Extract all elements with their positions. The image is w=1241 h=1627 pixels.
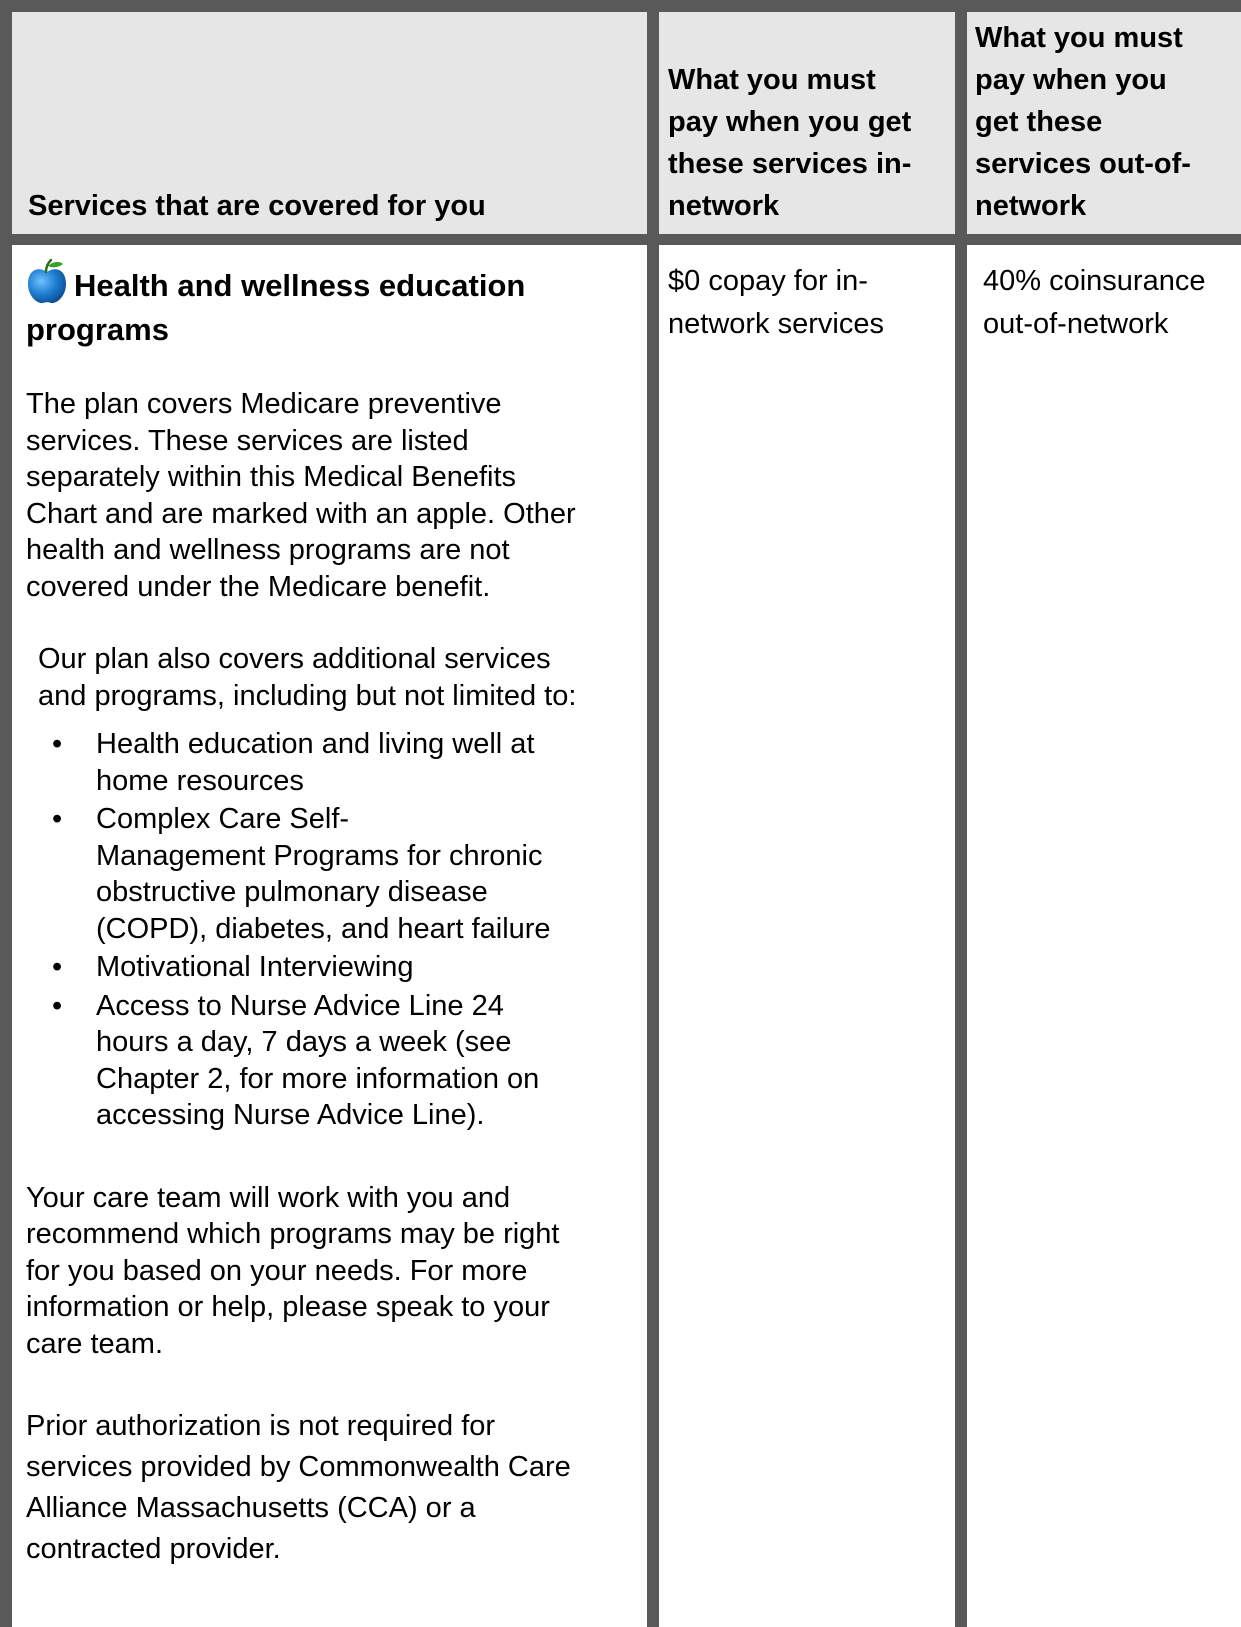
out-network-cost-cell — [983, 260, 1241, 346]
text-line: network services — [668, 308, 884, 340]
text-line: (COPD), diabetes, and heart failure — [96, 912, 551, 945]
text-line: services provided by Commonwealth Care — [26, 1451, 571, 1483]
column-divider-1 — [647, 0, 659, 1627]
text-line: services. These services are listed — [26, 424, 469, 457]
text-line: out-of-network — [983, 308, 1169, 340]
header-in-network — [668, 14, 953, 227]
service-title-line1: Health and wellness education — [74, 268, 526, 303]
text-line: $0 copay for in- — [668, 265, 868, 297]
text-line: hours a day, 7 days a week (see — [96, 1026, 512, 1058]
text-line: Alliance Massachusetts (CCA) or a — [26, 1492, 476, 1524]
text-line: • Access to Nurse Advice Line 24 — [96, 989, 504, 1022]
text-line: Your care team will work with you and — [26, 1181, 511, 1214]
text-line: • Complex Care Self- — [96, 803, 350, 835]
list-item — [26, 801, 641, 947]
text-line: care team. — [26, 1327, 163, 1360]
header-out-network-line: get these — [975, 106, 1103, 138]
list-item — [26, 949, 641, 986]
header-services-label: Services that are covered for you — [28, 190, 486, 222]
service-description-cell — [26, 258, 641, 1570]
text-line: 40% coinsurance — [983, 265, 1206, 297]
text-line: home resources — [96, 764, 304, 797]
text-line: information or help, please speak to your — [26, 1291, 550, 1323]
text-line: • Motivational Interviewing — [96, 951, 414, 983]
apple-icon — [26, 258, 68, 304]
text-line: recommend which programs may be right — [26, 1218, 560, 1250]
text-line: obstructive pulmonary disease — [96, 876, 488, 908]
text-line: and programs, including but not limited to: — [38, 679, 577, 712]
header-out-network-line: What you must — [975, 22, 1183, 54]
list-item — [26, 988, 641, 1134]
header-in-network-line: network — [668, 190, 780, 222]
header-in-network-line: pay when you get — [668, 106, 912, 138]
text-line: The plan covers Medicare preventive — [26, 388, 502, 420]
header-out-network — [975, 14, 1241, 227]
preventive-paragraph — [26, 386, 641, 605]
programs-list — [26, 726, 641, 1134]
care-team-paragraph — [26, 1180, 641, 1363]
header-services — [28, 14, 638, 227]
header-out-network-line: network — [975, 190, 1087, 222]
text-line: Chapter 2, for more information on — [96, 1062, 540, 1095]
text-line: Management Programs for chronic — [96, 839, 543, 872]
service-title — [26, 258, 641, 352]
service-title-line2: programs — [26, 312, 169, 347]
text-line: Chart and are marked with an apple. Other — [26, 497, 576, 530]
prior-authorization-paragraph — [26, 1406, 641, 1570]
header-out-network-line: pay when you — [975, 64, 1167, 96]
in-network-cost-cell — [668, 260, 953, 346]
text-line: contracted provider. — [26, 1533, 281, 1565]
text-line: • Health education and living well at — [96, 728, 535, 760]
text-line: separately within this Medical Benefits — [26, 461, 517, 493]
text-line: accessing Nurse Advice Line). — [96, 1099, 485, 1131]
column-divider-2 — [955, 0, 967, 1627]
text-line: for you based on your needs. For more — [26, 1254, 528, 1287]
text-line: Our plan also covers additional services — [38, 643, 551, 675]
list-item — [26, 726, 641, 799]
additional-services-paragraph — [26, 641, 641, 714]
text-line: Prior authorization is not required for — [26, 1410, 496, 1442]
header-out-network-line: services out-of- — [975, 148, 1191, 180]
text-line: health and wellness programs are not — [26, 534, 510, 566]
text-line: covered under the Medicare benefit. — [26, 570, 491, 603]
header-in-network-line: these services in- — [668, 148, 912, 180]
header-in-network-line: What you must — [668, 64, 876, 96]
table-border-top — [0, 0, 1241, 12]
header-divider — [0, 234, 1241, 245]
